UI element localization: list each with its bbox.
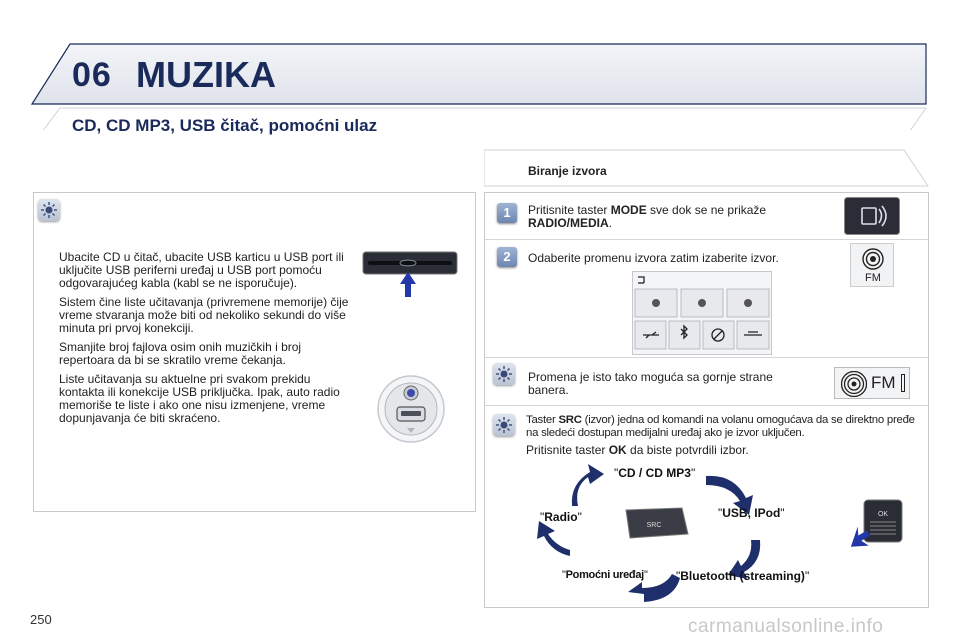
mode-button-icon [844,197,900,235]
paragraph-insert: Ubacite CD u čitač, ubacite USB karticu u USB port ili uključite USB periferni uređaj u USB port pomoću odgovarajućeg kabla (kabl se ne isporučuje). [59,250,344,290]
tip-2-confirm: Pritisnite taster OK da biste potvrdili izbor. [526,443,749,457]
banner-scroll-icon [901,374,905,392]
chapter-number: 06 [72,56,112,94]
source-menu-screen [632,271,772,355]
lightbulb-icon [38,199,60,221]
fm-banner-icon [834,367,910,399]
left-instructions [59,251,349,431]
ok-label: OK [877,511,889,518]
src-label: SRC [646,522,662,529]
step-2-text: Odaberite promenu izvora zatim izaberite izvor. [528,251,779,265]
cycle-arrow [572,464,604,506]
section-title: CD, CD MP3, USB čitač, pomoćni ulaz [72,116,378,135]
watermark: carmanualsonline.info [688,616,884,637]
step-1-badge: 1 [497,203,517,223]
tip-2-text: Taster SRC (izvor) jedna od komandi na volanu omogućava da se direktno pređe na sledeći dostupan medijalni uređaj ako je izvor uključen. [526,414,915,439]
tip-1-text: Promena je isto tako moguća sa gornje strane banera. [528,370,773,397]
paragraph-playlist: Sistem čine liste učitavanja (privremene memorije) čije vreme stvaranja može biti od nekoliko sekundi do više minuta pri prvoj konekciji. [59,295,349,335]
paragraph-reduce: Smanjite broj fajlova osim onih muzičkih i broj repertoara da bi se skratilo vreme čekanja. [59,340,302,367]
source-selection-title: Biranje izvora [528,164,607,178]
fm-label: FM [865,272,881,284]
paragraph-update: Liste učitavanja su aktuelne pri svakom prekidu kontakta ili konekcije USB priključka. Ipak, auto radio memoriše te liste i ako one nisu izmenjene, vreme dopunjavanja će biti skraćeno. [59,372,340,425]
step-2-badge: 2 [497,247,517,267]
chapter-title: MUZIKA [136,54,276,95]
cycle-label-bluetooth: "Bluetooth (streaming)" [676,569,810,583]
fm-banner-label: FM [871,373,896,392]
ok-button-icon [844,500,902,554]
source-cycle-diagram [484,460,929,608]
step-1-text: Pritisnite taster MODE sve dok se ne prikaže RADIO/MEDIA. [528,203,767,230]
page-number: 250 [30,612,52,627]
cycle-label-radio: "Radio" [540,510,582,524]
cycle-label-cd: "CD / CD MP3" [614,466,696,480]
cycle-label-aux: "Pomoćni uređaj" [562,569,648,581]
cycle-arrow [537,521,570,556]
divider [485,405,928,406]
cd-slot-illustration [362,250,458,298]
usb-port-illustration [376,374,446,444]
divider [485,239,928,240]
cycle-label-usb: "USB, IPod" [718,506,785,520]
radio-waves-icon [851,244,895,274]
radio-waves-icon [841,371,867,397]
lightbulb-icon [493,414,515,436]
src-button-icon [626,508,688,538]
divider [485,357,928,358]
lightbulb-icon [493,363,515,385]
fm-source-icon [850,243,894,287]
